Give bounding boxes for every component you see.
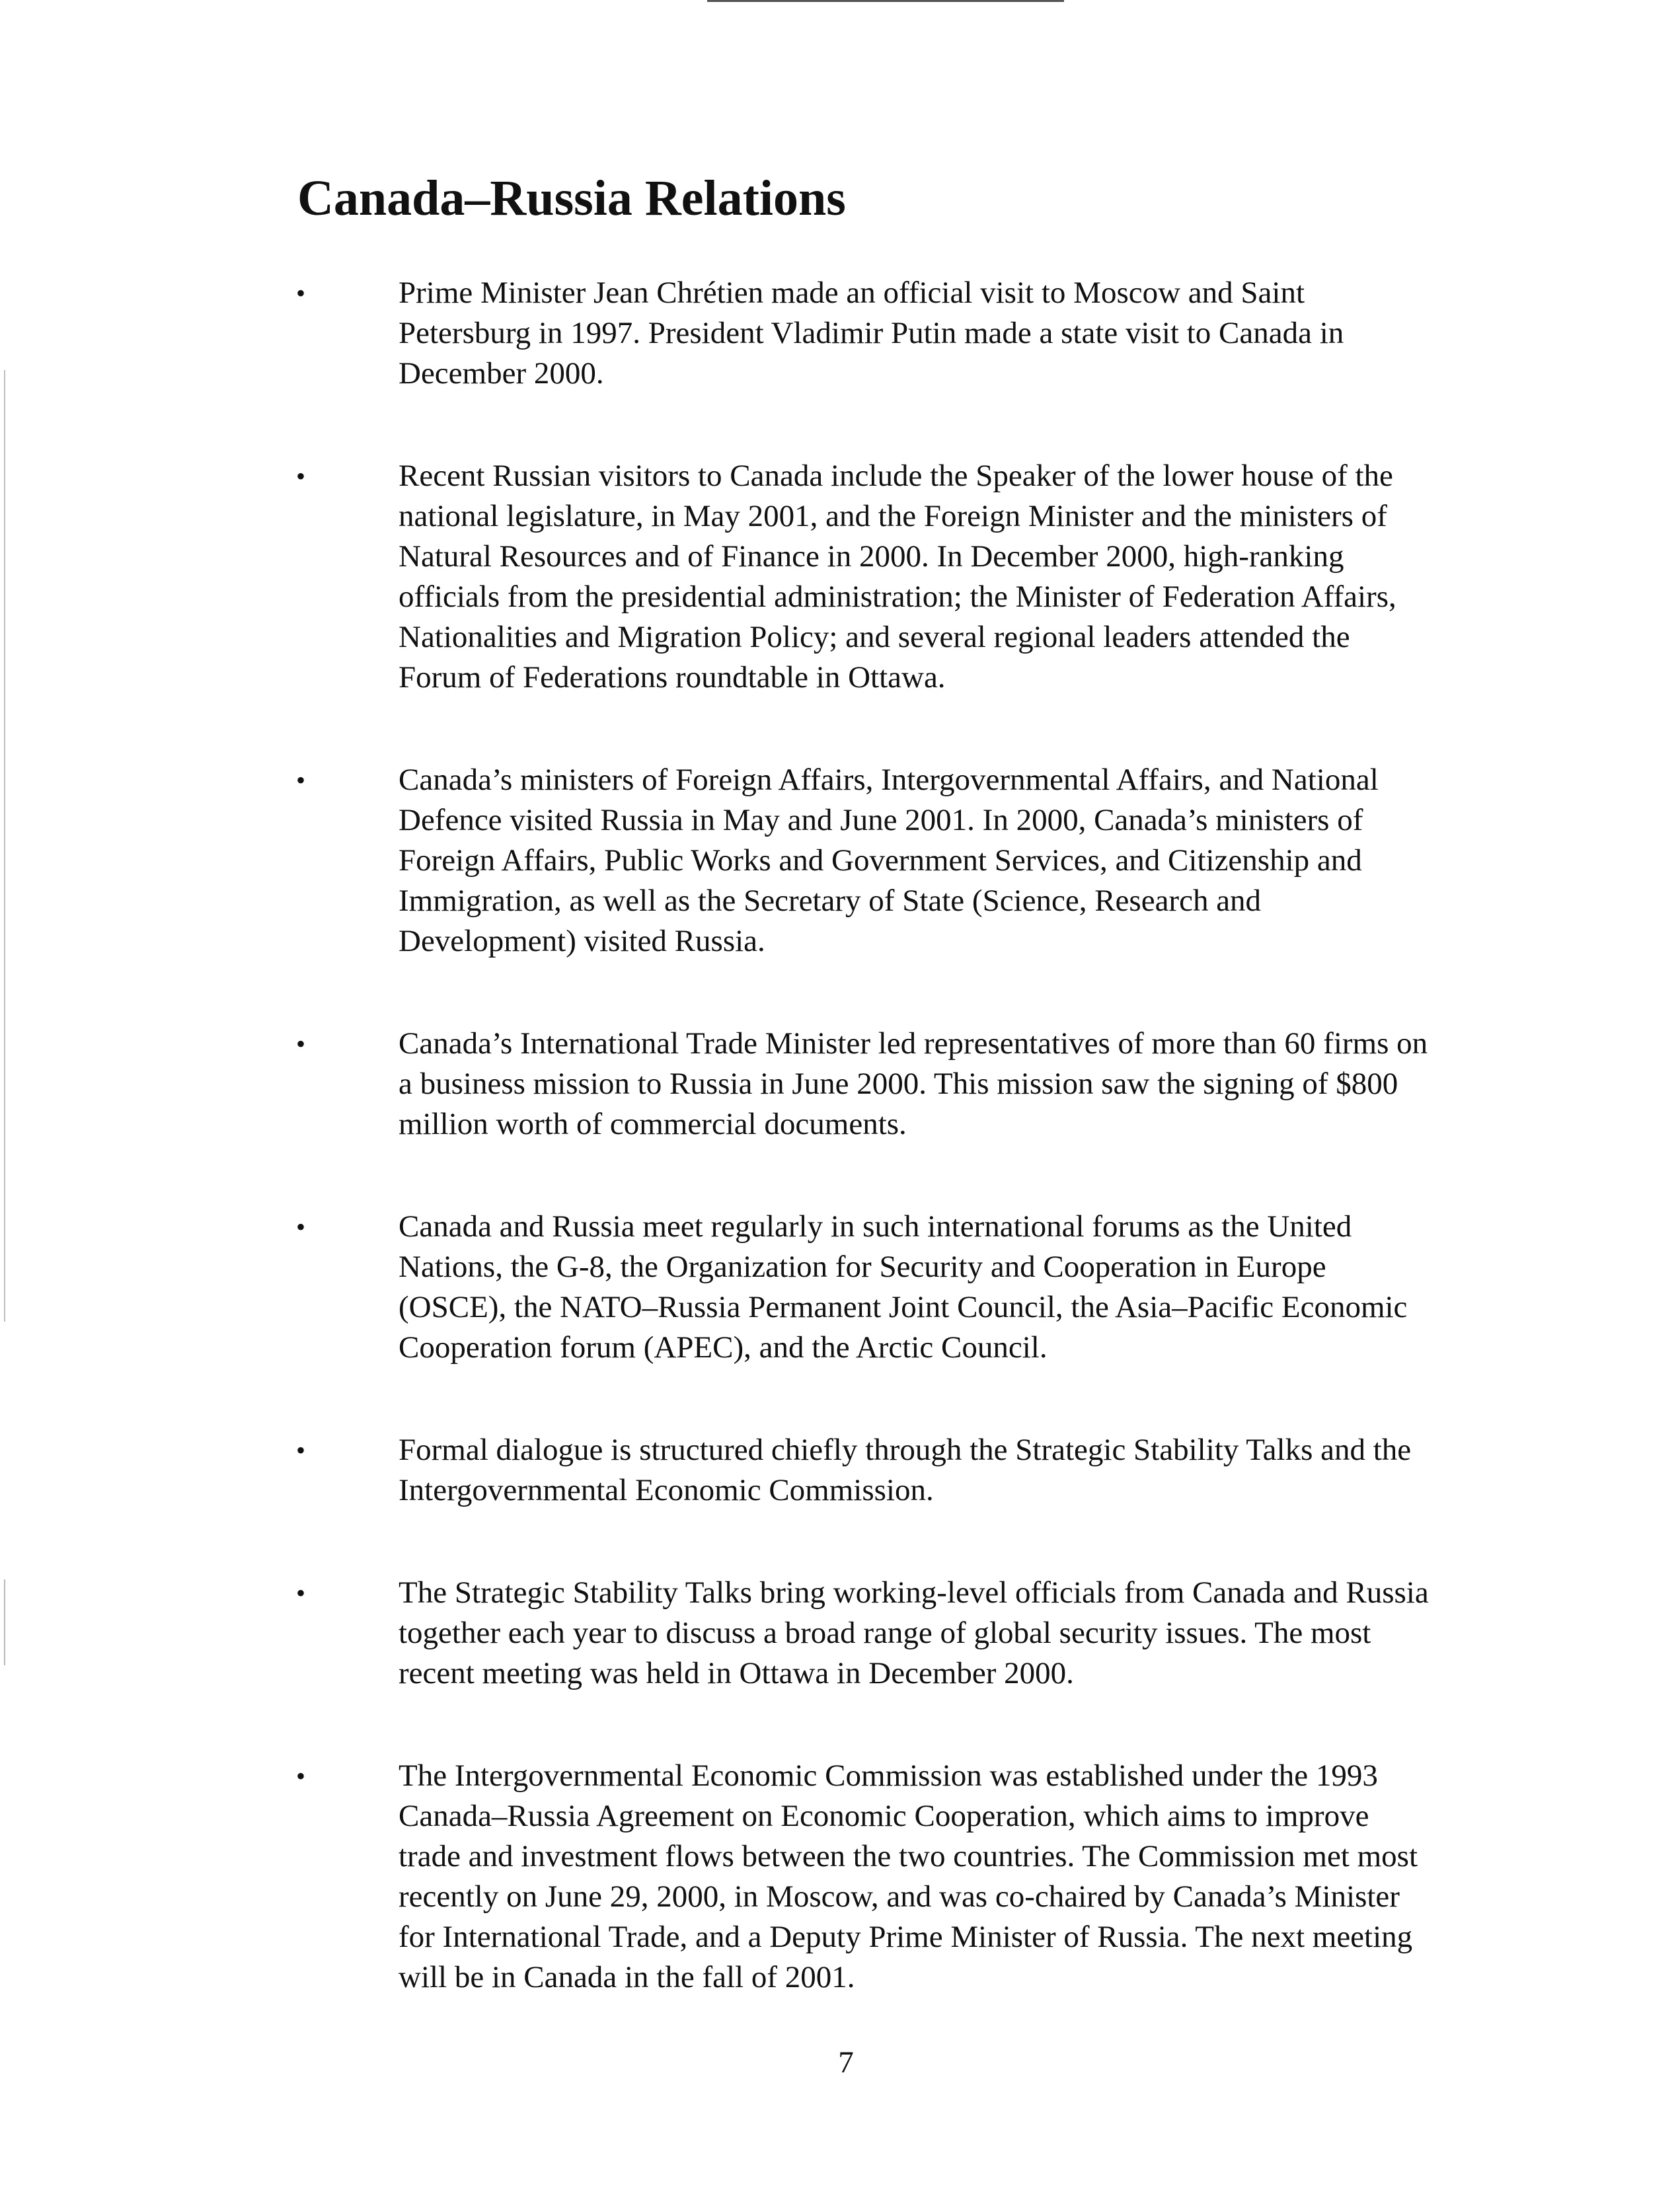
scan-edge-mark (4, 1579, 5, 1665)
list-item-text: Recent Russian visitors to Canada include the Speaker of the lower house of the national legislature, in May 2001, and the Foreign Minister and the ministers of Natural Resources and of Finance in 2000. In December 2000, high-ranking officials from the presidential administration; the Minister of Federation Affairs, Nationalities and Migration Policy; and several regional leaders attended the Forum of Federations roundtable in Ottawa. (399, 459, 1396, 695)
list-item-text: The Strategic Stability Talks bring working-level officials from Canada and Russia together each year to discuss a broad range of global security issues. The most recent meeting was held in Ottawa in December 2000. (399, 1575, 1429, 1690)
bullet-icon: • (296, 1029, 306, 1059)
scan-edge-mark (4, 370, 5, 1322)
list-item-text: Formal dialogue is structured chiefly through the Strategic Stability Talks and the Intergovernmental Economic Commission. (399, 1433, 1412, 1507)
bullet-icon: • (296, 461, 306, 491)
list-item-text: Prime Minister Jean Chrétien made an official visit to Moscow and Saint Petersburg in 1997. President Vladimir Putin made a state visit to Canada in December 2000. (399, 276, 1344, 391)
list-item-text: The Intergovernmental Economic Commission was established under the 1993 Canada–Russia Agreement on Economic Cooperation, which aims to improve trade and investment flows between the two countries. The Commission met most recently on June 29, 2000, in Moscow, and was co-chaired by Canada’s Minister for International Trade, and a Deputy Prime Minister of Russia. The next meeting will be in Canada in the fall of 2001. (399, 1758, 1418, 1994)
page-title: Canada–Russia Relations (297, 170, 846, 226)
list-item (291, 760, 1430, 962)
list-item-text: Canada and Russia meet regularly in such international forums as the United Nations, the G-8, the Organization for Security and Cooperation in Europe (OSCE), the NATO–Russia Permanent Joint Council, the Asia–Pacific Economic Cooperation forum (APEC), and the Arctic Council. (399, 1209, 1408, 1365)
bullet-icon: • (296, 1578, 306, 1608)
page-number: 7 (838, 2045, 854, 2080)
list-item (291, 456, 1430, 698)
list-item (291, 1207, 1430, 1368)
list-item (291, 1024, 1430, 1145)
bullet-list (291, 273, 1428, 2060)
bullet-icon: • (296, 765, 306, 795)
bullet-icon: • (296, 1761, 306, 1791)
bullet-icon: • (296, 1212, 306, 1242)
list-item (291, 1573, 1430, 1694)
top-rule (707, 0, 1064, 2)
list-item (291, 1430, 1430, 1511)
bullet-icon: • (296, 1435, 306, 1465)
list-item (291, 1756, 1430, 1998)
list-item (291, 273, 1430, 394)
list-item-text: Canada’s International Trade Minister led representatives of more than 60 firms on a business mission to Russia in June 2000. This mission saw the signing of $800 million worth of commercial documents. (399, 1026, 1428, 1141)
list-item-text: Canada’s ministers of Foreign Affairs, Intergovernmental Affairs, and National Defence visited Russia in May and June 2001. In 2000, Canada’s ministers of Foreign Affairs, Public Works and Government Services, and Citizenship and Immigration, as well as the Secretary of State (Science, Research and Development) visited Russia. (399, 763, 1379, 958)
bullet-icon: • (296, 278, 306, 308)
